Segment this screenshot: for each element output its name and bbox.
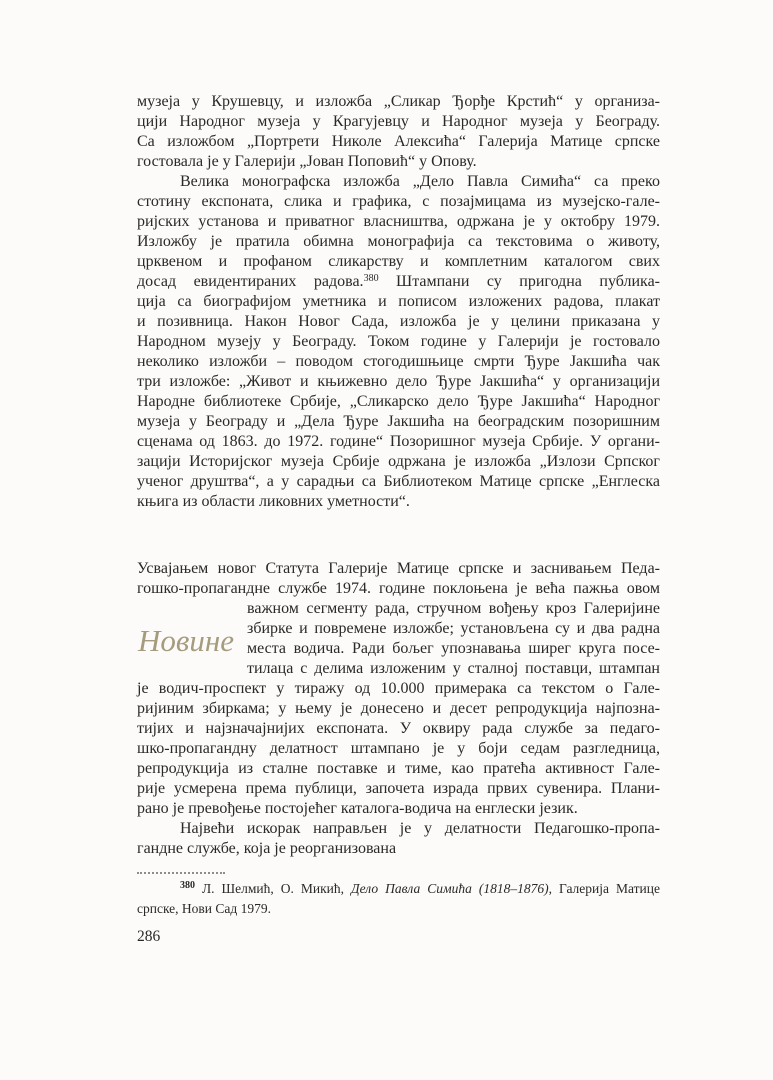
text-line: рије усмерена према публици, започета израда првих сувенира. Плани- — [137, 780, 660, 797]
text-line: важном сегменту рада, стручном вођењу кроз Галеријине — [247, 600, 660, 617]
text-line: Са изложбом „Портрети Николе Алексића“ Галерија Матице српске — [137, 133, 660, 150]
paragraph-block-main — [137, 92, 660, 512]
paragraph-block-novine-lines — [137, 559, 660, 859]
text-line: Изложбу је пратила обимна монографија са текстовима о животу, — [137, 233, 660, 250]
text-line: тијих и најзначајнијих експоната. У оквиру рада службе за педаго- — [137, 720, 660, 737]
text-line: је водич-проспект у тиражу од 10.000 примерака са текстом о Гале- — [137, 680, 660, 697]
paragraph-block-novine — [137, 559, 660, 859]
text-line: три изложбе: „Живот и књижевно дело Ђуре Јакшића“ у организацији — [137, 373, 660, 390]
text-line: репродукција из сталне поставке и тиме, као пратећа активност Гале- — [137, 760, 660, 777]
text-line: српске, Нови Сад 1979. — [137, 901, 272, 916]
section-label-novine: Новине — [138, 623, 234, 658]
text-line: стотину експоната, слика и графика, с позајмицама из музејско-гале- — [137, 193, 660, 210]
text-line: Усвајањем новог Статута Галерије Матице српске и заснивањем Педа- — [137, 560, 660, 577]
text-line: збирке и повремене изложбе; установљена су и два радна — [247, 620, 660, 637]
text-line: ријиним збиркама; у њему је донесено и десет репродукција најпозна- — [137, 700, 660, 717]
text-line: гошко-пропагандне службе 1974. године поклоњена је већа пажња овом — [137, 580, 660, 597]
text-line: рано је превођење постојећег каталога-водича на енглески језик. — [137, 800, 578, 817]
text-line: књига из области ликовних уметности“. — [137, 493, 410, 510]
text-line: шко-пропагандну делатност штампано је у боји седам разгледница, — [137, 740, 660, 757]
text-line: музеја у Београду и „Дела Ђуре Јакшића на београдским позоришним — [137, 413, 660, 430]
text-line: зацији Историјског музеја Србије одржана је изложба „Излози Српског — [137, 453, 660, 470]
text-line: музеја у Крушевцу, и изложба „Сликар Ђорђе Крстић“ у организа- — [137, 93, 660, 110]
text-line: и позивница. Након Новог Сада, изложба је у целини приказана у — [137, 313, 660, 330]
text-line: тилаца с делима изложеним у сталној поставци, штампан — [247, 660, 660, 677]
text-line: неколико изложби – поводом стогодишњице смрти Ђуре Јакшића чак — [137, 353, 660, 370]
text-line: досад евидентираних радова.$^{380}$ Штампани су пригодна публика- — [137, 273, 660, 290]
text-line: ција са биографијом уметника и пописом изложених радова, плакат — [137, 293, 660, 310]
text-line: Највећи искорак направљен је у делатности Педагошко-пропа- — [180, 820, 660, 837]
text-line: гостовала је у Галерији „Јован Поповић“ у Опову. — [137, 153, 477, 170]
footnote-separator — [137, 872, 225, 874]
text-line: Народном музеју у Београду. Током године у Галерији је гостовало — [137, 333, 660, 350]
text-line: цији Народног музеја у Крагујевцу и Народног музеја у Београду. — [137, 113, 660, 130]
text-line: места водича. Ради бољег упознавања ширег круга посе- — [247, 640, 660, 657]
text-line: Велика монографска изложба „Дело Павла Симића“ са преко — [180, 173, 660, 190]
text-line: Народне библиотеке Србије, „Сликарско дело Ђуре Јакшића“ Народног — [137, 393, 660, 410]
text-line: сценама од 1863. до 1972. године“ Позоришног музеја Србије. У органи- — [137, 433, 660, 450]
text-column — [137, 92, 660, 947]
text-line: ријских установа и приватног власништва, одржана је у октобру 1979. — [137, 213, 660, 230]
text-line: гандне службе, која је реорганизована — [137, 840, 397, 857]
page-number: 286 — [137, 928, 161, 945]
text-line: ученог друштва“, а у сарадњи са Библиотеком Матице српске „Енглеска — [137, 473, 660, 490]
text-line: $^{380}$ Л. Шелмић, О. Микић, Дело Павла Симића (1818–1876), Галерија Матице — [180, 880, 660, 896]
footnote — [137, 879, 660, 919]
footnote-area — [137, 872, 660, 919]
text-line: црквеном и профаном сликарству и комплетним каталогом свих — [137, 253, 660, 270]
